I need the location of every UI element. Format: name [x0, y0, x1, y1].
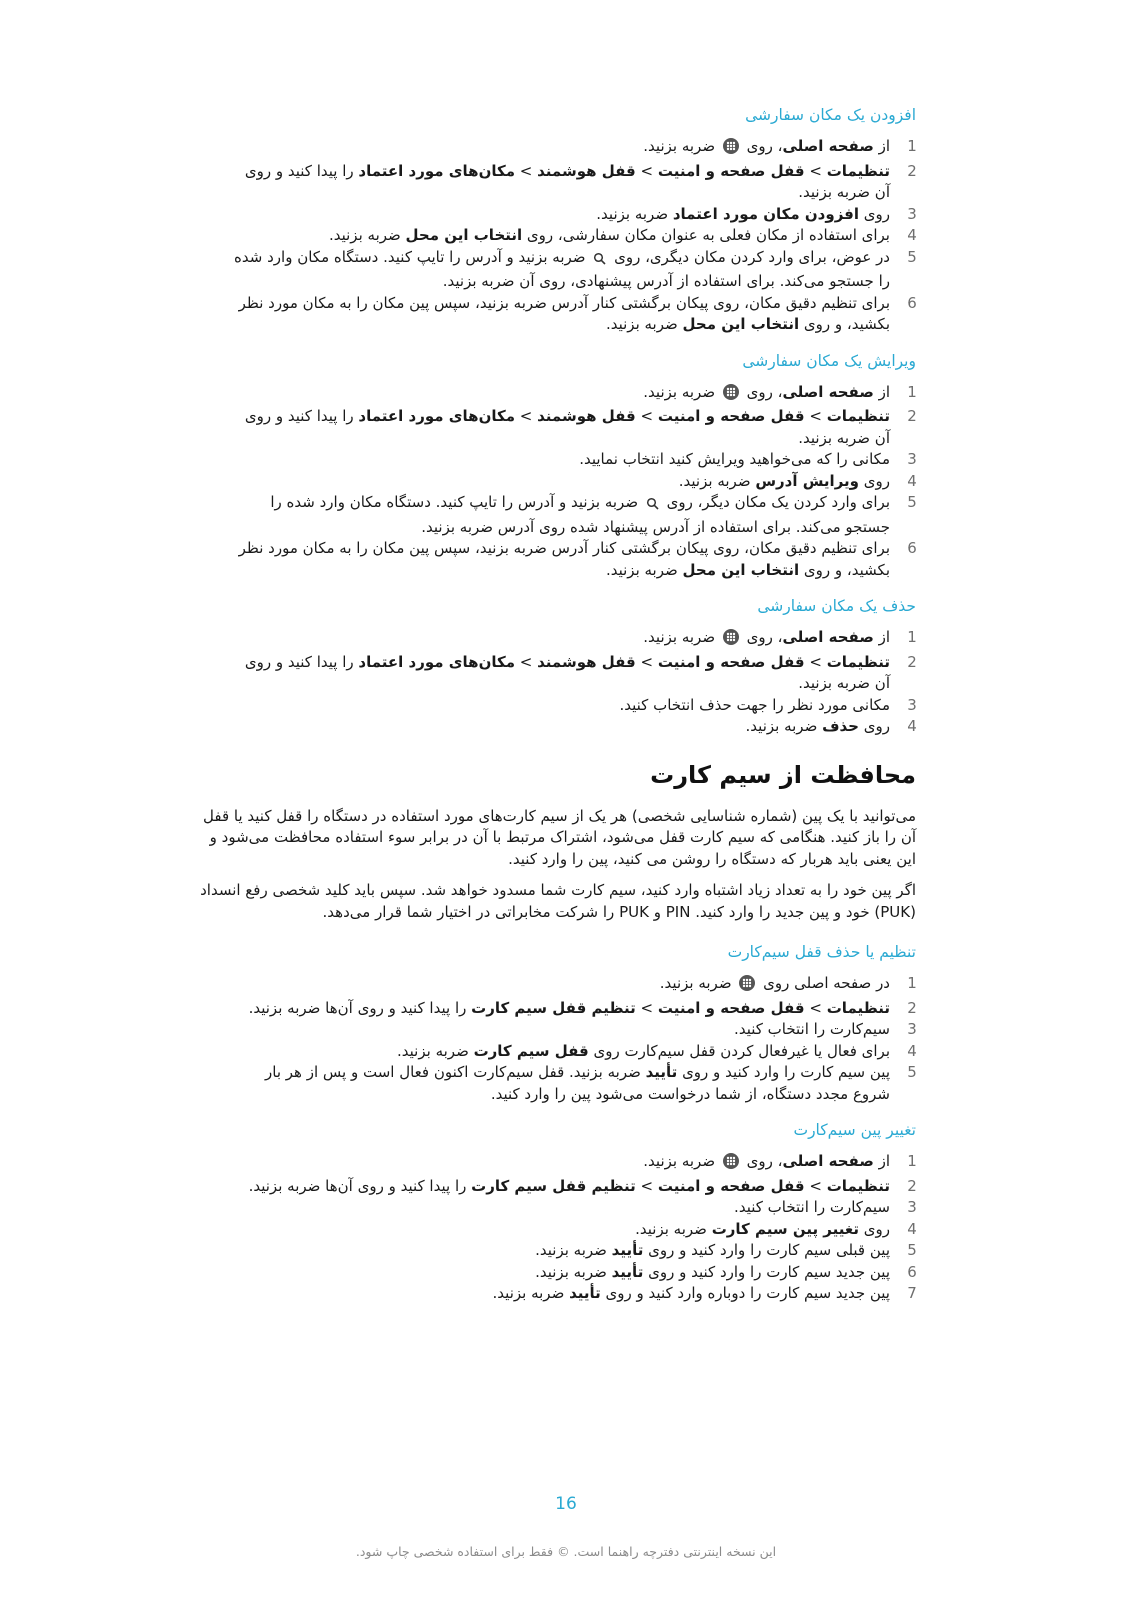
step-number: 3	[907, 1198, 917, 1216]
step-number: 3	[907, 695, 917, 714]
apps-grid-icon	[723, 138, 739, 161]
step-number: 4	[907, 226, 917, 244]
page-footer: این نسخه اینترنتی دفترچه راهنما است. © فقط برای استفاده شخصی چاپ شود.	[355, 1544, 777, 1559]
step-number: 7	[907, 1284, 917, 1302]
step-number: 1	[907, 137, 917, 155]
step-number: 2	[907, 407, 917, 425]
list-item: 2 تنظیمات > قفل صفحه و امنیت > تنظیم قفل سیم کارت را پیدا کنید و روی آن‌ها ضربه بزنید.	[230, 1176, 890, 1198]
apps-grid-icon	[723, 384, 739, 407]
list-item: 4 برای فعال یا غیرفعال کردن قفل سیم‌کارت روی قفل سیم کارت ضربه بزنید.	[230, 1041, 890, 1063]
step-number: 4	[907, 471, 917, 490]
subheading-edit-place: ویرایش یک مکان سفارشی	[742, 351, 916, 370]
page-content	[186, 104, 916, 1305]
list-item: 2 تنظیمات > قفل صفحه و امنیت > تنظیم قفل سیم کارت را پیدا کنید و روی آن‌ها ضربه بزنید.	[230, 998, 890, 1020]
step-number: 3	[907, 450, 917, 468]
list-item: 1 از صفحه اصلی، روی ضربه بزنید.	[230, 382, 890, 407]
steps-sim-lock	[186, 973, 917, 1105]
step-number: 2	[907, 161, 917, 180]
step-number: 2	[907, 998, 917, 1017]
list-item: 4 روی حذف ضربه بزنید.	[230, 716, 890, 738]
list-item: 1 از صفحه اصلی، روی ضربه بزنید.	[230, 627, 890, 652]
list-item: 1 از صفحه اصلی، روی ضربه بزنید.	[230, 1151, 890, 1176]
step-number: 4	[907, 1219, 917, 1238]
subheading-add-place: افزودن یک مکان سفارشی	[745, 106, 916, 124]
step-number: 4	[907, 1041, 917, 1060]
step-number: 1	[907, 628, 917, 646]
subheading-sim-lock: تنظیم یا حذف قفل سیم‌کارت	[727, 943, 916, 961]
step-number: 6	[907, 293, 917, 312]
paragraph-sim-intro: می‌توانید با یک پین (شماره شناسایی شخصی) هر یک از سیم کارت‌های مورد استفاده در دستگاه را قفل کنید یا قفل آن را باز کنید. هنگامی که سیم کارت قفل می‌شود، اشتراک مرتبط با آن در برابر سوء استفاده محافظت می‌شود و این یعنی باید هربار که دستگاه را روشن می کنید، پین را وارد کنید.	[203, 806, 916, 868]
step-number: 5	[907, 1241, 917, 1259]
list-item: 3 مکانی را که می‌خواهید ویرایش کنید انتخاب نمایید.	[230, 449, 890, 471]
list-item: 2 تنظیمات > قفل صفحه و امنیت > قفل هوشمند > مکان‌های مورد اعتماد را پیدا کنید و روی آن ضربه بزنید.	[230, 161, 890, 204]
search-icon	[593, 250, 606, 272]
list-item: 4 روی تغییر پین سیم کارت ضربه بزنید.	[230, 1219, 890, 1241]
apps-grid-icon	[723, 629, 739, 652]
step-number: 2	[907, 652, 917, 671]
list-item: 5 پین سیم کارت را وارد کنید و روی تأیید ضربه بزنید. قفل سیم‌کارت اکنون فعال است و پس از هر بار شروع مجدد دستگاه، از شما درخواست می‌شود پین را وارد کنید.	[230, 1062, 890, 1105]
subheading-sim-pin: تغییر پین سیم‌کارت	[793, 1121, 916, 1139]
steps-sim-pin	[186, 1151, 917, 1305]
list-item: 4 برای استفاده از مکان فعلی به عنوان مکان سفارشی، روی انتخاب این محل ضربه بزنید.	[230, 225, 890, 247]
list-item: 6 پین جدید سیم کارت را وارد کنید و روی تأیید ضربه بزنید.	[230, 1262, 890, 1284]
apps-grid-icon	[723, 1153, 739, 1176]
list-item: 2 تنظیمات > قفل صفحه و امنیت > قفل هوشمند > مکان‌های مورد اعتماد را پیدا کنید و روی آن ضربه بزنید.	[230, 652, 890, 695]
steps-delete-place	[186, 627, 917, 738]
list-item: 6 برای تنظیم دقیق مکان، روی پیکان برگشتی کنار آدرس ضربه بزنید، سپس پین مکان را به مکان مورد نظر بکشید، و روی انتخاب این محل ضربه بزنید.	[230, 293, 890, 336]
apps-grid-icon	[739, 975, 755, 998]
step-number: 6	[907, 1262, 917, 1281]
step-number: 3	[907, 204, 917, 223]
list-item: 1 در صفحه اصلی روی ضربه بزنید.	[230, 973, 890, 998]
page-number: 16	[555, 1494, 577, 1514]
list-item: 5 در عوض، برای وارد کردن مکان دیگری، روی ضربه بزنید و آدرس را تایپ کنید. دستگاه مکان وارد شده را جستجو می‌کند. برای استفاده از آدرس پیشنهادی، روی آن ضربه بزنید.	[230, 247, 890, 293]
steps-add-place	[186, 136, 917, 336]
step-number: 6	[907, 539, 917, 557]
step-number: 5	[907, 493, 917, 511]
steps-edit-place	[186, 382, 917, 582]
step-number: 4	[907, 717, 917, 735]
list-item: 6 برای تنظیم دقیق مکان، روی پیکان برگشتی کنار آدرس ضربه بزنید، سپس پین مکان را به مکان مورد نظر بکشید، و روی انتخاب این محل ضربه بزنید.	[230, 538, 890, 581]
search-icon	[646, 495, 659, 517]
list-item: 3 روی افزودن مکان مورد اعتماد ضربه بزنید.	[230, 204, 890, 226]
step-number: 5	[907, 247, 917, 266]
step-number: 2	[907, 1176, 917, 1195]
list-item: 5 پین قبلی سیم کارت را وارد کنید و روی تأیید ضربه بزنید.	[230, 1240, 890, 1262]
list-item: 4 روی ویرایش آدرس ضربه بزنید.	[230, 471, 890, 493]
subheading-delete-place: حذف یک مکان سفارشی	[757, 597, 916, 615]
step-number: 3	[907, 1020, 917, 1038]
step-number: 1	[907, 974, 917, 992]
list-item: 3 سیم‌کارت را انتخاب کنید.	[230, 1197, 890, 1219]
list-item: 2 تنظیمات > قفل صفحه و امنیت > قفل هوشمند > مکان‌های مورد اعتماد را پیدا کنید و روی آن ضربه بزنید.	[230, 406, 890, 449]
list-item: 3 مکانی مورد نظر را جهت حذف انتخاب کنید.	[230, 695, 890, 717]
list-item: 3 سیم‌کارت را انتخاب کنید.	[230, 1019, 890, 1041]
paragraph-sim-puk: اگر پین خود را به تعداد زیاد اشتباه وارد کنید، سیم کارت شما مسدود خواهد شد. سپس باید کلید شخصی رفع انسداد (PUK) خود و پین جدید را وارد کنید. PIN و PUK را شرکت مخابراتی در اختیار شما قرار می‌دهد.	[200, 881, 916, 921]
step-number: 1	[907, 1152, 917, 1170]
section-heading-sim: محافظت از سیم کارت	[650, 760, 916, 789]
list-item: 5 برای وارد کردن یک مکان دیگر، روی ضربه بزنید و آدرس را تایپ کنید. دستگاه مکان وارد شده را جستجو می‌کند. برای استفاده از آدرس پیشنهاد شده روی آدرس ضربه بزنید.	[230, 492, 890, 538]
list-item: 1 از صفحه اصلی، روی ضربه بزنید.	[230, 136, 890, 161]
step-number: 5	[907, 1063, 917, 1081]
step-number: 1	[907, 382, 917, 401]
list-item: 7 پین جدید سیم کارت را دوباره وارد کنید و روی تأیید ضربه بزنید.	[230, 1283, 890, 1305]
